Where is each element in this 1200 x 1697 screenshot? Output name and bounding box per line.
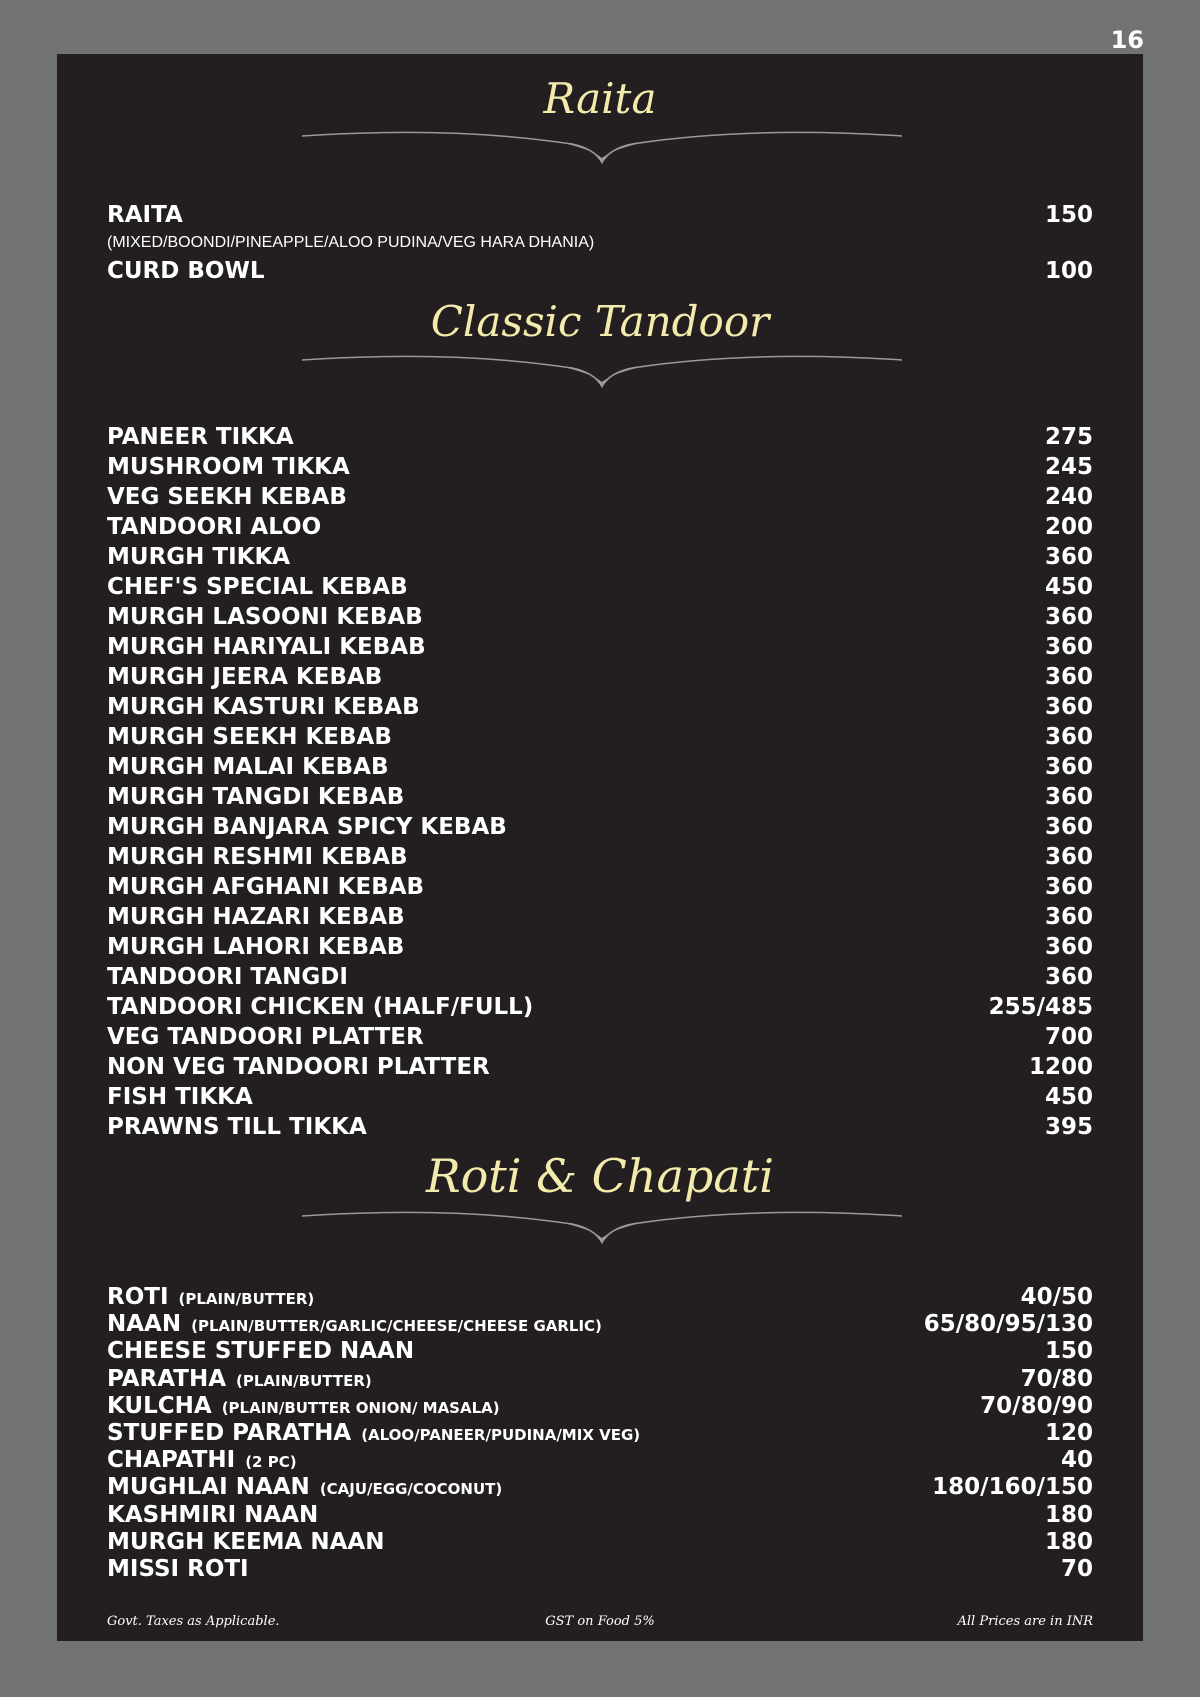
menu-item-price: 700 <box>1044 1024 1093 1050</box>
menu-item <box>107 1054 1093 1080</box>
menu-item-price: 180/160/150 <box>932 1474 1093 1501</box>
menu-item-note: (CAJU/EGG/COCONUT) <box>319 1480 503 1499</box>
menu-item-name: MURGH SEEKH KEBAB <box>107 724 392 750</box>
menu-item-name: MUGHLAI NAAN <box>107 1474 310 1501</box>
menu-item-price: 120 <box>1044 1420 1093 1446</box>
menu-item-name: MURGH HAZARI KEBAB <box>107 904 405 930</box>
menu-item-note: (ALOO/PANEER/PUDINA/MIX VEG) <box>361 1426 641 1444</box>
flourish-divider-icon <box>302 1206 902 1256</box>
menu-item <box>107 574 1093 600</box>
menu-item <box>107 1114 1093 1140</box>
menu-item-price: 245 <box>1044 454 1093 480</box>
menu-item-name: CURD BOWL <box>107 258 265 284</box>
menu-item-price: 70/80/90 <box>980 1392 1093 1419</box>
menu-item-price: 255/485 <box>988 994 1093 1020</box>
menu-item-name: MURGH KASTURI KEBAB <box>107 694 420 720</box>
menu-item-price: 100 <box>1044 258 1093 284</box>
menu-item-name: MUSHROOM TIKKA <box>107 454 350 480</box>
menu-item <box>107 874 1093 900</box>
menu-item-name: PRAWNS TILL TIKKA <box>107 1114 367 1140</box>
menu-item-price: 360 <box>1044 784 1093 810</box>
menu-item <box>107 1366 1093 1392</box>
menu-item-price: 360 <box>1044 844 1093 870</box>
section-title-roti: Roti & Chapati <box>425 1149 775 1203</box>
menu-item-price: 360 <box>1044 934 1093 960</box>
menu-item-name: VEG SEEKH KEBAB <box>107 484 347 510</box>
menu-item <box>107 1420 1093 1446</box>
menu-item-name: MURGH LAHORI KEBAB <box>107 934 405 960</box>
menu-item-name: MURGH RESHMI KEBAB <box>107 844 408 870</box>
menu-item <box>107 964 1093 990</box>
flourish-divider-icon <box>302 126 902 176</box>
menu-item-price: 360 <box>1044 544 1093 570</box>
menu-item-name: MURGH LASOONI KEBAB <box>107 604 423 630</box>
menu-item <box>107 484 1093 510</box>
menu-item <box>107 934 1093 960</box>
menu-item <box>107 604 1093 630</box>
menu-item-name: KULCHA <box>107 1392 212 1419</box>
menu-item <box>107 1529 1093 1555</box>
menu-item-name: CHEESE STUFFED NAAN <box>107 1338 415 1365</box>
menu-item-price: 395 <box>1044 1114 1093 1140</box>
menu-item-name: KASHMIRI NAAN <box>107 1501 319 1528</box>
menu-item <box>107 1284 1093 1310</box>
menu-item-price: 360 <box>1044 694 1093 720</box>
menu-item-name: MURGH AFGHANI KEBAB <box>107 874 425 900</box>
menu-item-note: (PLAIN/BUTTER) <box>178 1290 315 1308</box>
menu-item-price: 360 <box>1044 964 1093 990</box>
menu-item-name: RAITA <box>107 202 183 228</box>
menu-item <box>107 1502 1093 1528</box>
menu-item <box>107 634 1093 660</box>
menu-item <box>107 814 1093 840</box>
menu-item <box>107 1393 1093 1419</box>
menu-item-price: 70 <box>1060 1556 1093 1582</box>
menu-item <box>107 258 1093 284</box>
menu-item <box>107 1084 1093 1110</box>
menu-item-price: 240 <box>1044 484 1093 510</box>
menu-item <box>107 724 1093 750</box>
menu-item-name: NAAN <box>107 1311 182 1338</box>
menu-item-price: 200 <box>1044 514 1093 540</box>
menu-item-name: TANDOORI TANGDI <box>107 964 348 990</box>
page-number: 16 <box>1110 26 1144 54</box>
menu-item <box>107 454 1093 480</box>
menu-item-name: MURGH HARIYALI KEBAB <box>107 634 426 660</box>
menu-item-price: 275 <box>1044 424 1093 450</box>
menu-item-note: (PLAIN/BUTTER/GARLIC/CHEESE/CHEESE GARLIC) <box>191 1317 602 1336</box>
menu-item-price: 360 <box>1044 904 1093 930</box>
menu-item-price: 40/50 <box>1020 1284 1093 1310</box>
menu-item-name: MURGH TANGDI KEBAB <box>107 784 405 810</box>
menu-item-name: ROTI <box>107 1284 169 1310</box>
menu-item-name: PARATHA <box>107 1365 227 1392</box>
menu-item-price: 450 <box>1044 1084 1093 1110</box>
menu-item-name: CHEF'S SPECIAL KEBAB <box>107 574 408 600</box>
menu-item-price: 360 <box>1044 664 1093 690</box>
menu-item-name: MURGH KEEMA NAAN <box>107 1528 385 1555</box>
menu-item-name: TANDOORI CHICKEN (HALF/FULL) <box>107 994 534 1020</box>
menu-item-note: (2 PC) <box>245 1453 297 1472</box>
menu-item <box>107 514 1093 540</box>
menu-item-price: 360 <box>1044 814 1093 840</box>
menu-item-name: FISH TIKKA <box>107 1084 253 1110</box>
menu-item <box>107 784 1093 810</box>
menu-item <box>107 904 1093 930</box>
menu-item <box>107 424 1093 450</box>
menu-panel <box>57 54 1143 1641</box>
menu-item-price: 180 <box>1044 1501 1093 1528</box>
menu-item <box>107 994 1093 1020</box>
menu-item-name: MURGH BANJARA SPICY KEBAB <box>107 814 507 840</box>
menu-item-name: MURGH MALAI KEBAB <box>107 754 389 780</box>
menu-item-price: 360 <box>1044 754 1093 780</box>
menu-item-price: 180 <box>1044 1528 1093 1555</box>
menu-item <box>107 1556 1093 1582</box>
menu-item <box>107 202 1093 228</box>
menu-item-note: (PLAIN/BUTTER) <box>236 1371 372 1390</box>
menu-item-name: PANEER TIKKA <box>107 424 294 450</box>
menu-item-name: NON VEG TANDOORI PLATTER <box>107 1054 490 1080</box>
footer-gst-note: GST on Food 5% <box>545 1614 655 1629</box>
menu-item-name: MISSI ROTI <box>107 1556 249 1582</box>
menu-item <box>107 844 1093 870</box>
menu-item <box>107 1447 1093 1473</box>
menu-item-name: STUFFED PARATHA <box>107 1420 352 1446</box>
menu-item-price: 1200 <box>1028 1054 1093 1080</box>
menu-item-price: 360 <box>1044 724 1093 750</box>
menu-item <box>107 1474 1093 1500</box>
raita-variants-note: (MIXED/BOONDI/PINEAPPLE/ALOO PUDINA/VEG HARA DHANIA) <box>107 234 595 251</box>
flourish-divider-icon <box>302 350 902 400</box>
menu-item-price: 40 <box>1060 1447 1093 1474</box>
footer-currency-note: All Prices are in INR <box>957 1614 1093 1629</box>
menu-item-note: (PLAIN/BUTTER ONION/ MASALA) <box>221 1398 500 1417</box>
menu-item-price: 150 <box>1044 202 1093 228</box>
section-title-tandoor: Classic Tandoor <box>430 297 770 346</box>
menu-item-name: MURGH TIKKA <box>107 544 291 570</box>
menu-item-name: CHAPATHI <box>107 1447 236 1474</box>
menu-item <box>107 694 1093 720</box>
section-title-raita: Raita <box>543 74 657 123</box>
menu-item-price: 360 <box>1044 604 1093 630</box>
menu-item <box>107 544 1093 570</box>
menu-item-price: 360 <box>1044 634 1093 660</box>
menu-item <box>107 1311 1093 1337</box>
menu-item <box>107 664 1093 690</box>
menu-item-name: MURGH JEERA KEBAB <box>107 664 383 690</box>
menu-item-price: 65/80/95/130 <box>923 1311 1093 1338</box>
menu-item-name: VEG TANDOORI PLATTER <box>107 1024 424 1050</box>
menu-item <box>107 1338 1093 1364</box>
menu-item-price: 150 <box>1044 1338 1093 1365</box>
menu-item <box>107 754 1093 780</box>
menu-item <box>107 1024 1093 1050</box>
menu-item-price: 450 <box>1044 574 1093 600</box>
footer-taxes-note: Govt. Taxes as Applicable. <box>107 1614 280 1629</box>
menu-item-price: 360 <box>1044 874 1093 900</box>
menu-item-name: TANDOORI ALOO <box>107 514 322 540</box>
menu-item-price: 70/80 <box>1020 1365 1093 1392</box>
